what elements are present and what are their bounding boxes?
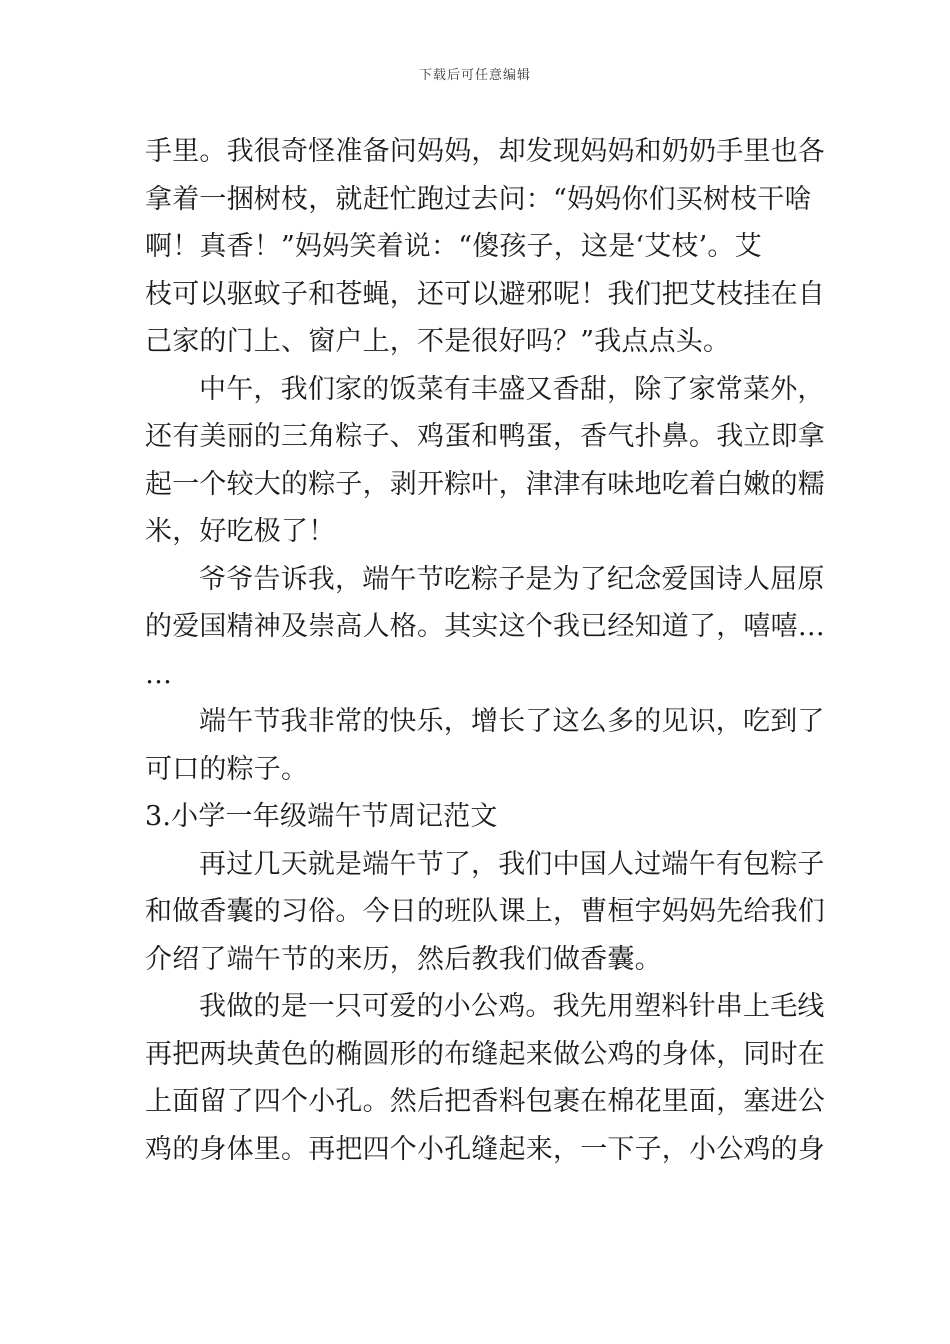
text-line: 起一个较大的粽子，剥开粽叶，津津有味地吃着白嫩的糯 [145,468,825,500]
text-line: 中午，我们家的饭菜有丰盛又香甜，除了家常菜外， [199,373,825,405]
text-line: 还有美丽的三角粽子、鸡蛋和鸭蛋，香气扑鼻。我立即拿 [145,421,825,452]
text-line: 和做香囊的习俗。今日的班队课上，曹桓宇妈妈先给我们 [145,896,825,927]
section-heading: 3.小学一年级端午节周记范文 [145,801,498,832]
text-line: 再把两块黄色的椭圆形的布缝起来做公鸡的身体，同时在 [145,1038,825,1070]
text-line: 端午节我非常的快乐，增长了这么多的见识，吃到了 [199,706,825,737]
text-line: 拿着一捆树枝，就赶忙跑过去问：“妈妈你们买树枝干啥 [145,183,812,215]
text-line: 鸡的身体里。再把四个小孔缝起来，一下子，小公鸡的身 [145,1133,825,1165]
text-line: 己家的门上、窗户上，不是很好吗？”我点点头。 [145,326,731,357]
text-line: 啊！真香！”妈妈笑着说：“傻孩子，这是‘艾枝’。艾 [145,231,762,262]
text-line: 的爱国精神及崇高人格。其实这个我已经知道了，嘻嘻… [145,611,825,642]
text-line: 手里。我很奇怪准备问妈妈，却发现妈妈和奶奶手里也各 [145,136,825,167]
text-line: 可口的粽子。 [145,753,309,785]
text-line: 再过几天就是端午节了，我们中国人过端午有包粽子 [199,848,825,880]
text-line: 我做的是一只可爱的小公鸡。我先用塑料针串上毛线 [199,991,825,1022]
document-body [145,128,825,1173]
page-header: 下载后可任意编辑 [418,68,531,83]
text-line: 枝可以驱蚊子和苍蝇，还可以避邪呢！我们把艾枝挂在自 [145,278,825,310]
text-line: 爷爷告诉我，端午节吃粽子是为了纪念爱国诗人屈原 [199,563,825,595]
text-line: 介绍了端午节的来历，然后教我们做香囊。 [145,943,662,975]
text-line: 米，好吃极了！ [145,516,336,547]
text-line: 上面留了四个小孔。然后把香料包裹在棉花里面，塞进公 [145,1086,825,1117]
text-line: … [145,658,173,690]
